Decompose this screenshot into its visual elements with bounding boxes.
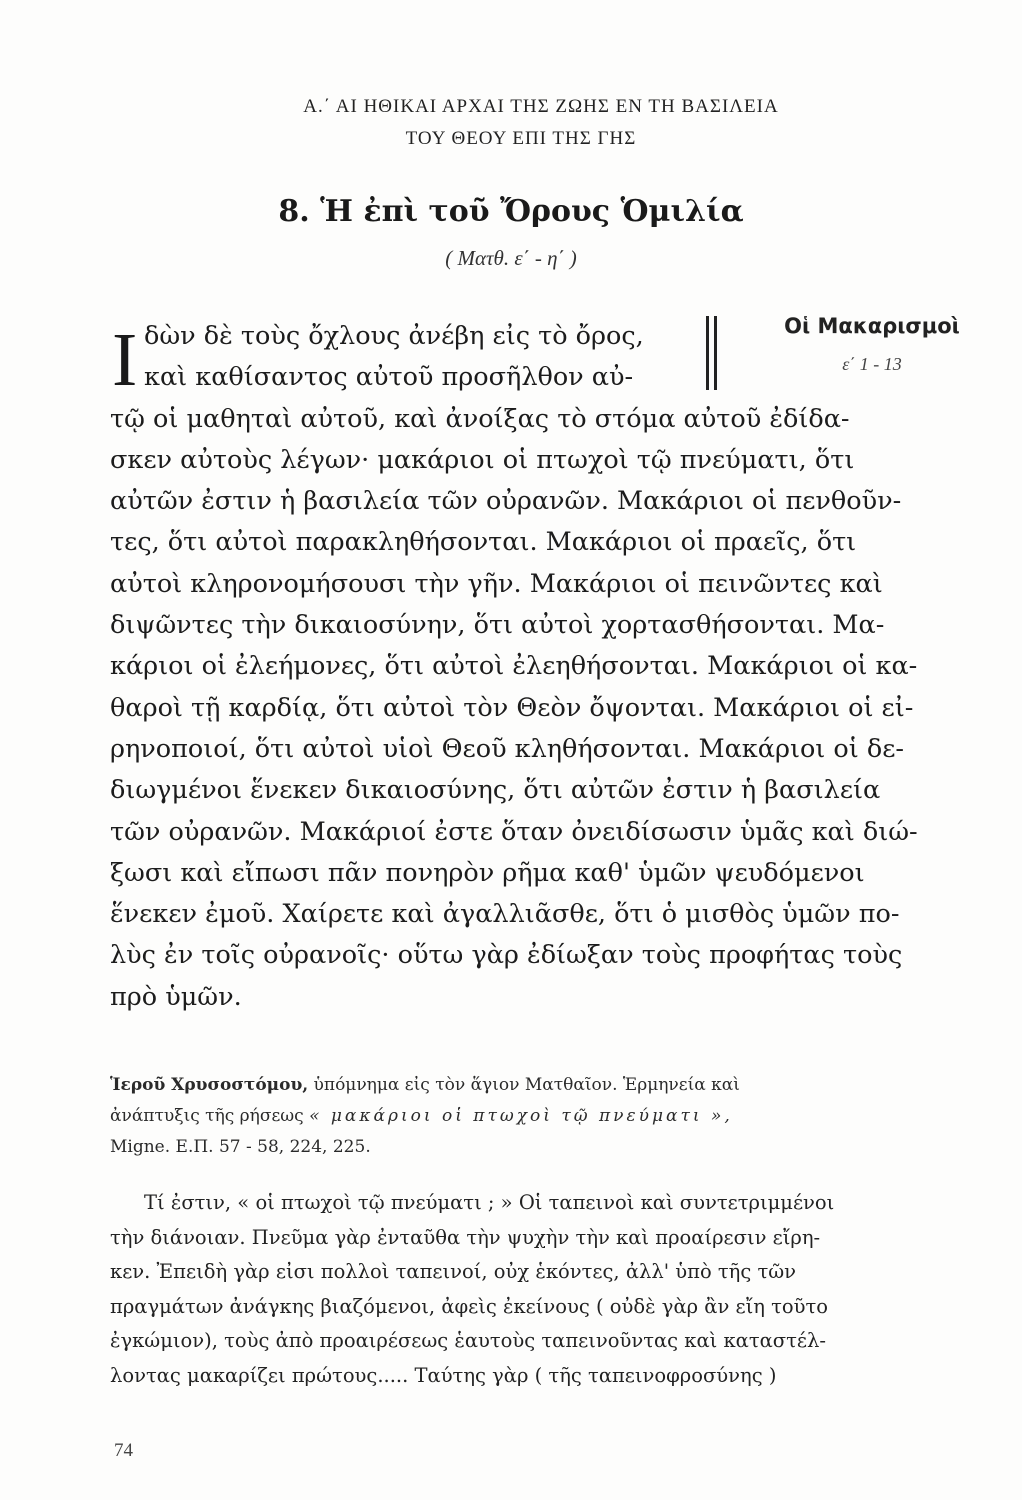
citation-text: ἀνάπτυξις τῆς ρήσεως [110,1106,310,1126]
citation-text: ὑπόμνημα εἰς τὸν ἅγιον Ματθαῖον. Ἑρμηνεία καὶ [308,1075,740,1095]
citation-author: Ἱεροῦ Χρυσοστόμου, [110,1075,309,1095]
text-line: αὐτοὶ κληρονομήσουσι τὴν γῆν. Μακάριοι οἱ πεινῶντες καὶ [110,568,883,599]
text-line: σκεν αὐτοὺς λέγων· μακάριοι οἱ πτωχοὶ τῷ πνεύματι, ὅτι [110,444,855,475]
citation-source: Migne. Ε.Π. 57 - 58, 224, 225. [110,1137,371,1157]
commentary-line: Τί ἐστιν, « οἱ πτωχοὶ τῷ πνεύματι ; » Οἱ ταπεινοὶ καὶ συντετριμμένοι [144,1191,835,1214]
commentary-line: πραγμάτων ἀνάγκης βιαζόμενοι, ἀφεὶς ἐκείνους ( οὐδὲ γὰρ ἂν εἴη τοῦτο [110,1294,829,1318]
text-line: λὺς ἐν τοῖς οὐρανοῖς· οὕτω γὰρ ἐδίωξαν τοὺς προφήτας τοὺς [110,940,903,971]
commentary-text [110,1186,980,1393]
text-line: θαροὶ τῇ καρδίᾳ, ὅτι αὐτοὶ τὸν Θεὸν ὄψονται. Μακάριοι οἱ εἰ- [110,692,914,723]
text-line: κάριοι οἱ ἐλεήμονες, ὅτι αὐτοὶ ἐλεηθήσονται. Μακάριοι οἱ κα- [110,651,918,682]
citation-quote: « μακάριοι οἱ πτωχοὶ τῷ πνεύματι », [309,1106,733,1126]
text-line: καὶ καθίσαντος αὐτοῦ προσῆλθον αὐ- [144,362,634,393]
running-header-line-2: ΤΟΥ ΘΕΟΥ ΕΠΙ ΤΗΣ ΓΗΣ [405,128,637,149]
text-line: διψῶντες τὴν δικαιοσύνην, ὅτι αὐτοὶ χορτασθήσονται. Μα- [110,610,885,641]
text-line: ξωσι καὶ εἴπωσι πᾶν πονηρὸν ρῆμα καθ' ὑμῶν ψευδόμενοι [110,857,865,888]
text-line: τες, ὅτι αὐτοὶ παρακληθήσονται. Μακάριοι οἱ πραεῖς, ὅτι [110,527,857,558]
text-line: ρηνοποιοί, ὅτι αὐτοὶ υἱοὶ Θεοῦ κληθήσονται. Μακάριοι οἱ δε- [110,733,905,764]
page-number: 74 [114,1440,133,1461]
running-header-line-1: Α.΄ ΑΙ ΗΘΙΚΑΙ ΑΡΧΑΙ ΤΗΣ ΖΩΗΣ ΕΝ ΤΗ ΒΑΣΙΛΕΙΑ [303,96,779,117]
citation-line [110,1101,980,1132]
scripture-text [110,316,978,1018]
text-line: διωγμένοι ἕνεκεν δικαιοσύνης, ὅτι αὐτῶν ἐστιν ἡ βασιλεία [110,775,881,806]
commentary-line: ἐγκώμιον), τοὺς ἀπὸ προαιρέσεως ἑαυτοὺς ταπεινοῦντας καὶ καταστέλ- [110,1329,826,1352]
text-line: τῶν οὐρανῶν. Μακάριοί ἐστε ὅταν ὀνειδίσωσιν ὑμᾶς καὶ διώ- [110,816,918,847]
text-line: δὼν δὲ τοὺς ὄχλους ἀνέβη εἰς τὸ ὄρος, [144,321,644,351]
commentary-line: λοντας μακαρίζει πρώτους..... Ταύτης γὰρ ( τῆς ταπεινοφροσύνης ) [110,1363,777,1387]
commentary-line: κεν. Ἐπειδὴ γὰρ εἰσι πολλοὶ ταπεινοί, οὐχ ἑκόντες, ἀλλ' ὑπὸ τῆς τῶν [110,1260,797,1283]
margin-note-reference: ε΄ 1 - 13 [842,354,902,374]
citation-line [110,1070,980,1101]
text-line: τῷ οἱ μαθηταὶ αὐτοῦ, καὶ ἀνοίξας τὸ στόμα αὐτοῦ ἐδίδα- [110,403,850,434]
chapter-reference: ( Ματθ. ε΄ - η΄ ) [445,246,577,270]
drop-cap: Ι [112,318,138,402]
text-line: πρὸ ὑμῶν. [110,981,242,1012]
text-line: ἕνεκεν ἐμοῦ. Χαίρετε καὶ ἀγαλλιᾶσθε, ὅτι ὁ μισθὸς ὑμῶν πο- [110,899,900,930]
margin-note-title: Οἱ Μακαρισμοὶ [784,314,960,338]
citation-block [110,1070,980,1163]
chapter-title: 8. Ἡ ἐπὶ τοῦ Ὄρους Ὁμιλία [278,194,744,229]
commentary-line: τὴν διάνοιαν. Πνεῦμα γὰρ ἐνταῦθα τὴν ψυχὴν τὴν καὶ προαίρεσιν εἴρη- [110,1225,821,1249]
text-line: αὐτῶν ἐστιν ἡ βασιλεία τῶν οὐρανῶν. Μακάριοι οἱ πενθοῦν- [110,486,902,517]
